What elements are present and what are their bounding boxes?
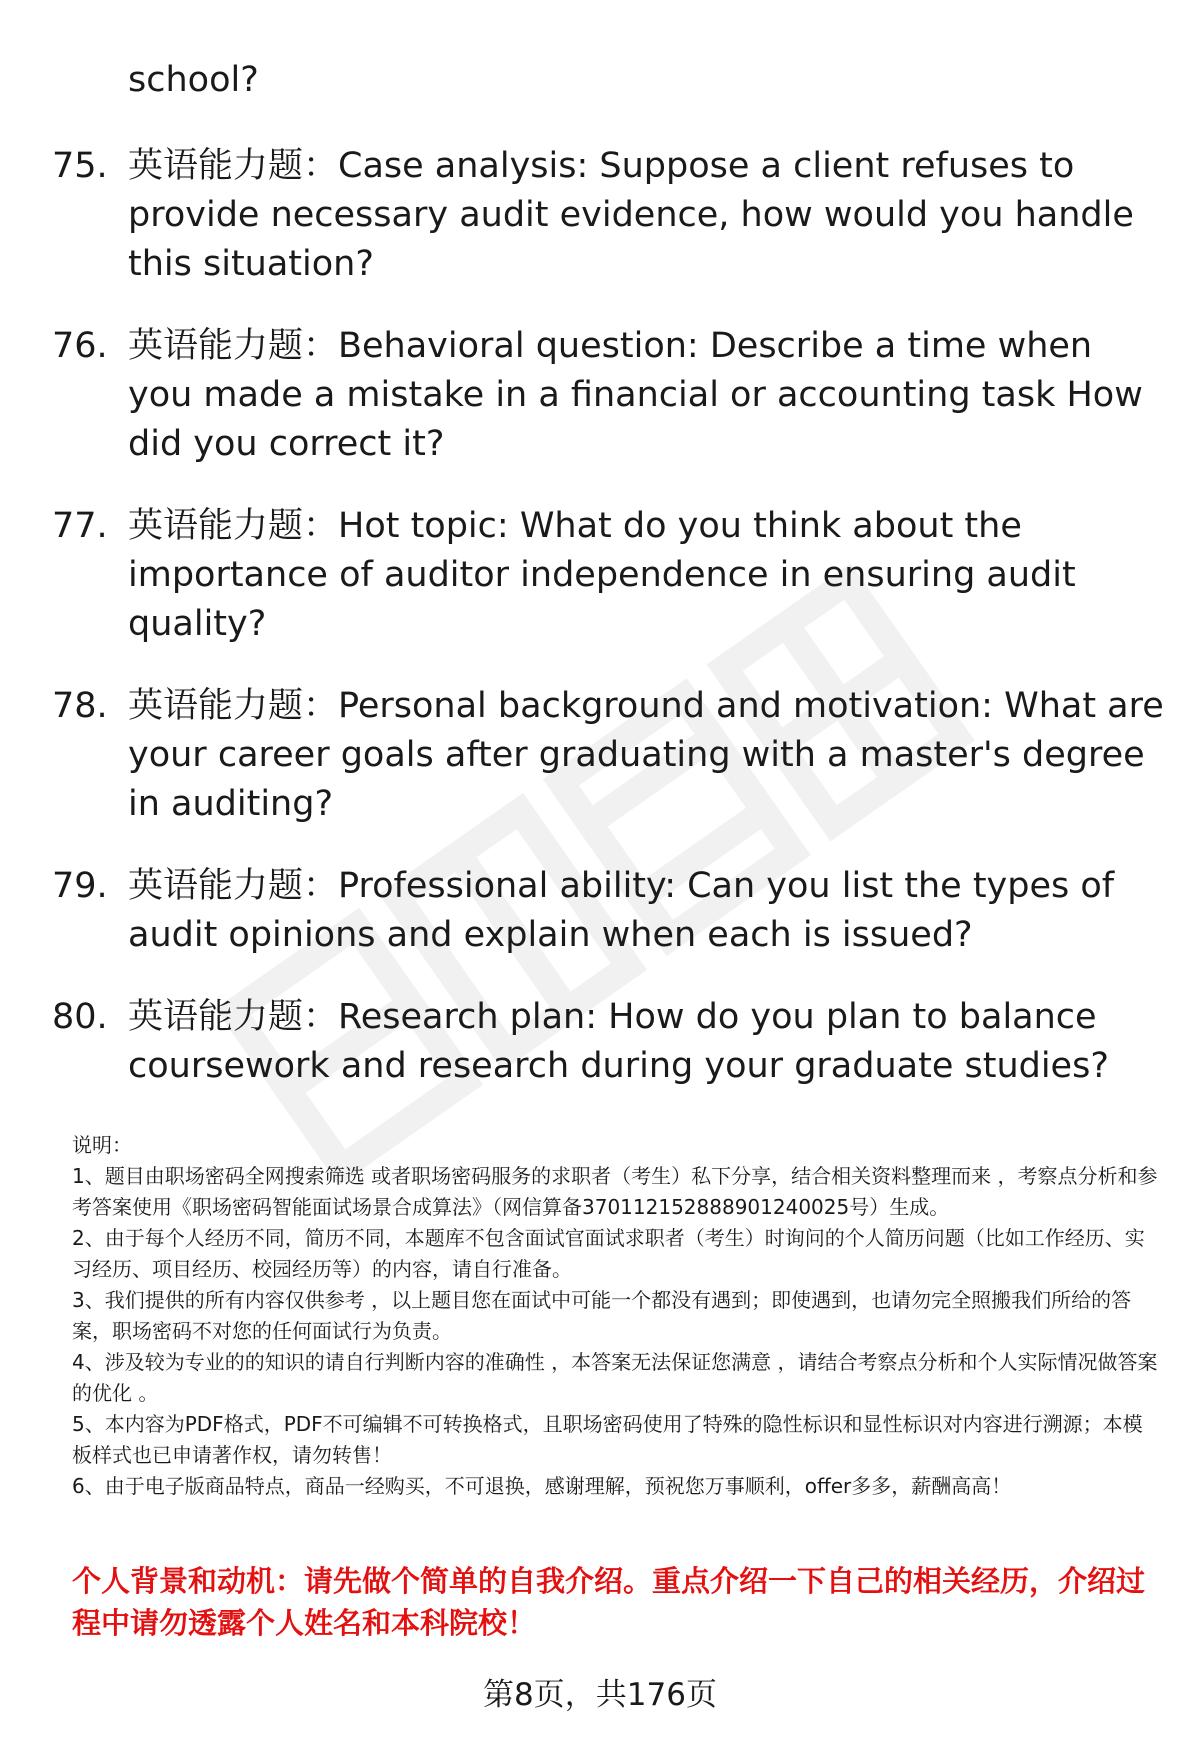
- highlight-question: 个人背景和动机：请先做个简单的自我介绍。重点介绍一下自己的相关经历，介绍过程中请勿透露个人姓名和本科院校！: [72, 1564, 1146, 1640]
- note-item: 6、由于电子版商品特点，商品一经购买，不可退换，感谢理解，预祝您万事顺利，offer多多，薪酬高高！: [72, 1474, 1012, 1498]
- question-item: [0, 322, 1200, 469]
- note-item: 1、题目由职场密码全网搜索筛选 或者职场密码服务的求职者（考生）私下分享，结合相关资料整理而来 ，考察点分析和参考答案使用《职场密码智能面试场景合成算法》（网信算备370112152888901240025号）生成。: [72, 1164, 1158, 1219]
- notes-heading: 说明：: [72, 1133, 132, 1157]
- question-number: 75.: [52, 146, 108, 186]
- question-text: 英语能力题：Professional ability: Can you list the types of audit opinions and explain when each is issued?: [128, 866, 1115, 955]
- question-text: 英语能力题：Personal background and motivation: What are your career goals after graduating with a master's degree in auditing?: [128, 686, 1164, 824]
- question-continuation: school?: [128, 60, 259, 100]
- question-list: [0, 142, 1200, 1124]
- question-text: 英语能力题：Research plan: How do you plan to balance coursework and research during your graduate studies?: [128, 997, 1109, 1086]
- question-number: 77.: [52, 506, 108, 546]
- question-text: 英语能力题：Behavioral question: Describe a time when you made a mistake in a financial or accounting task How did you correct it?: [128, 326, 1143, 464]
- note-item: 4、涉及较为专业的的知识的请自行判断内容的准确性 ，本答案无法保证您满意 ，请结合考察点分析和个人实际情况做答案的优化 。: [72, 1350, 1158, 1405]
- question-item: [0, 502, 1200, 649]
- question-item: [0, 142, 1200, 289]
- question-text: 英语能力题：Hot topic: What do you think about the importance of auditor independence in ensuring audit quality?: [128, 506, 1076, 644]
- question-item: [0, 862, 1200, 960]
- question-number: 76.: [52, 326, 108, 366]
- note-item: 2、由于每个人经历不同，简历不同，本题库不包含面试官面试求职者（考生）时询问的个人简历问题（比如工作经历、实习经历、项目经历、校园经历等）的内容，请自行准备。: [72, 1226, 1145, 1281]
- note-item: 5、本内容为PDF格式，PDF不可编辑不可转换格式，且职场密码使用了特殊的隐性标识和显性标识对内容进行溯源；本模板样式也已申请著作权，请勿转售！: [72, 1412, 1143, 1467]
- question-text: 英语能力题：Case analysis: Suppose a client refuses to provide necessary audit evidence, how would you handle this situation?: [128, 146, 1134, 284]
- question-number: 78.: [52, 686, 108, 726]
- question-item: [0, 993, 1200, 1091]
- notes-section: [72, 1130, 1162, 1502]
- question-number: 79.: [52, 866, 108, 906]
- page-number: 第8页，共176页: [483, 1677, 717, 1713]
- question-item: [0, 682, 1200, 829]
- note-item: 3、我们提供的所有内容仅供参考 ，以上题目您在面试中可能一个都没有遇到；即使遇到，也请勿完全照搬我们所给的答案，职场密码不对您的任何面试行为负责。: [72, 1288, 1132, 1343]
- question-number: 80.: [52, 997, 108, 1037]
